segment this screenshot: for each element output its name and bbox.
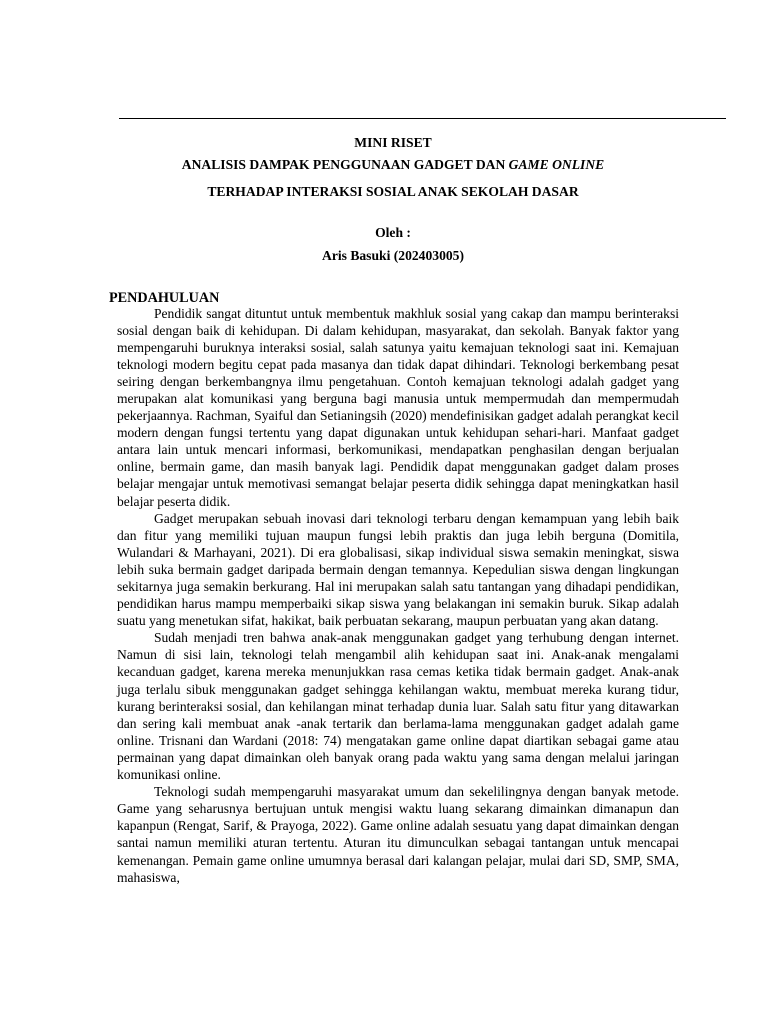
- paragraph: Teknologi sudah mempengaruhi masyarakat umum dan sekelilingnya dengan banyak metode. Game yang seharusnya bertujuan untuk mengisi waktu luang sekarang dimainkan dimanapun dan kapanpun (Rengat, Sarif, & Prayoga, 2022). Game online adalah sesuatu yang dapat dimainkan dengan santai namun memiliki aturan tertentu. Aturan itu dimunculkan sebagai tantangan untuk mencapai kemenangan. Pemain game online umumnya berasal dari kalangan pelajar, mulai dari SD, SMP, SMA, mahasiswa,: [117, 784, 679, 885]
- author-name: Aris Basuki (202403005): [322, 248, 464, 263]
- title-line-1-prefix: ANALISIS DAMPAK PENGGUNAAN GADGET DAN: [181, 157, 509, 172]
- section-body: [117, 305, 679, 886]
- document-label: MINI RISET: [354, 135, 432, 150]
- paragraph: Sudah menjadi tren bahwa anak-anak menggunakan gadget yang terhubung dengan internet. Namun di sisi lain, teknologi telah mengambil alih kehidupan saat ini. Anak-anak mengalami kecanduan gadget, karena mereka menunjukkan rasa cemas ketika tidak bermain gadget. Anak-anak juga terlalu sibuk menggunakan gadget sehingga kehilangan waktu, membuat mereka kurang tidur, kurang berinteraksi sosial, dan kehilangan minat terhadap dunia luar. Salah satu fitur yang ditawarkan dan sering kali membuat anak -anak tertarik dan berlama-lama menggunakan gadget adalah game online. Trisnani dan Wardani (2018: 74) mengatakan game online dapat diartikan sebagai game atau permainan yang dapat dimainkan oleh banyak orang pada waktu yang sama dengan melalui jaringan komunikasi online.: [117, 630, 679, 783]
- header-rule: [119, 118, 726, 119]
- title-line-1: [0, 157, 768, 173]
- section-heading: PENDAHULUAN: [109, 290, 220, 306]
- paragraph: Pendidik sangat dituntut untuk membentuk makhluk sosial yang cakap dan mampu berinteraksi sosial dengan baik di kehidupan. Di dalam kehidupan, masyarakat, dan sekolah. Banyak faktor yang mempengaruhi buruknya interaksi sosial, salah satunya yaitu kemajuan teknologi saat ini. Kemajuan teknologi modern begitu cepat pada masanya dan tidak dapat dihindari. Teknologi berkembang pesat seiring dengan berkembangnya ilmu pengetahuan. Contoh kemajuan teknologi adalah gadget yang merupakan alat komunikasi yang berguna bagi manusia untuk mempermudah dan mempermudah pekerjaannya. Rachman, Syaiful dan Setianingsih (2020) mendefinisikan gadget adalah perangkat kecil modern dengan fungsi tertentu yang dapat digunakan untuk kehidupan sehari-hari. Manfaat gadget antara lain untuk mencari informasi, berkomunikasi, mendapatkan penghasilan dengan berjualan online, bermain game, dan masih banyak lagi. Pendidik dapat menggunakan gadget dalam proses belajar mengajar untuk memotivasi semangat belajar peserta didik sehingga dapat meningkatkan hasil belajar peserta didik.: [117, 305, 679, 509]
- title-line-2: TERHADAP INTERAKSI SOSIAL ANAK SEKOLAH DASAR: [207, 184, 579, 199]
- paragraph: Gadget merupakan sebuah inovasi dari teknologi terbaru dengan kemampuan yang lebih baik dan fitur yang memiliki tujuan maupun fungsi lebih praktis dan juga lebih berguna (Domitila, Wulandari & Marhayani, 2021). Di era globalisasi, sikap individual siswa semakin meningkat, siswa lebih suka bermain gadget daripada bermain dengan temannya. Kepedulian siswa dengan lingkungan sekitarnya juga semakin berkurang. Hal ini merupakan salah satu tantangan yang dihadapi pendidikan, pendidikan harus mampu memperbaiki sikap siswa yang belakangan ini semakin buruk. Sikap adalah suatu yang menetukan sifat, hakikat, baik perbuatan sekarang, maupun perbuatan yang akan datang.: [117, 510, 679, 629]
- title-line-1-italic: GAME ONLINE: [508, 157, 605, 172]
- by-label: Oleh :: [375, 225, 411, 240]
